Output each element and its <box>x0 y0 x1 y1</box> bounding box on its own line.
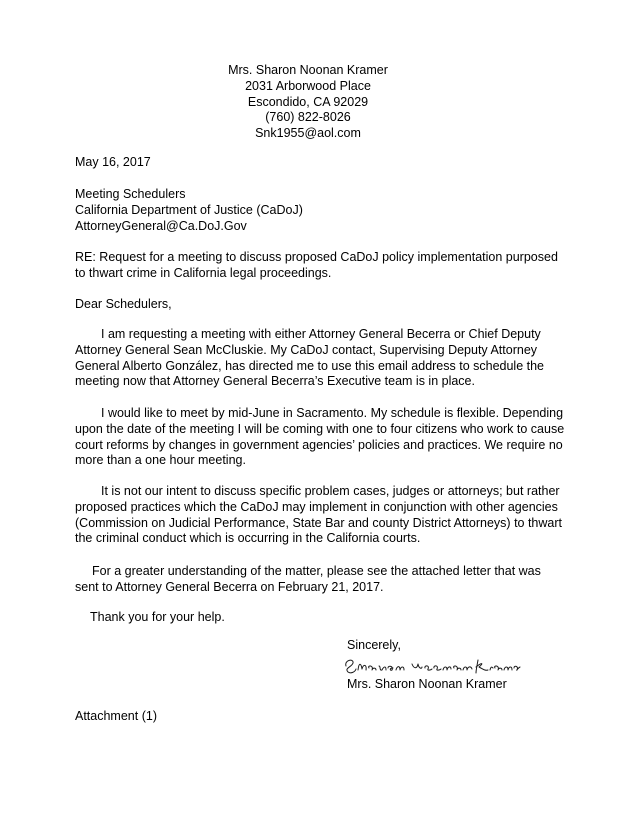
printed-name: Mrs. Sharon Noonan Kramer <box>347 677 507 691</box>
subject-line: RE: Request for a meeting to discuss proposed CaDoJ policy implementation purposed to thwart crime in California legal proceedings. <box>75 250 558 280</box>
letter-date-block <box>75 155 565 171</box>
recipient-line-2: California Department of Justice (CaDoJ) <box>75 202 303 217</box>
sender-email: Snk1955@aol.com <box>255 126 361 141</box>
sender-street: 2031 Arborwood Place <box>245 78 371 93</box>
body-paragraph-3: It is not our intent to discuss specific problem cases, judges or attorneys; but rather proposed practices which the CaDoJ may implement in conjunction with other agencies (Commission on Judicial Performance, State Bar and county District Attorneys) to thwart the criminal conduct which is occurring in the California courts. <box>75 484 562 546</box>
sender-phone: (760) 822-8026 <box>265 110 351 125</box>
body-paragraph-1: I am requesting a meeting with either Attorney General Becerra or Chief Deputy Attorney General Sean McCluskie. My CaDoJ contact, Supervising Deputy Attorney General Alberto González, has directed me to use this email address to schedule the meeting now that Attorney General Becerra’s Executive team is in place. <box>75 327 545 389</box>
salutation-block <box>75 297 565 313</box>
body-paragraph-2: I would like to meet by mid-June in Sacramento. My schedule is flexible. Depending upon the date of the meeting I will be coming with one to four citizens who work to cause court reforms by changes in government agencies’ policies and practices. We require no more than a one hour meeting. <box>75 406 565 468</box>
salutation: Dear Schedulers, <box>75 297 172 311</box>
sender-city: Escondido, CA 92029 <box>247 94 369 109</box>
body-paragraph-4: For a greater understanding of the matter, please see the attached letter that was sent to Attorney General Becerra on February 21, 2017. <box>75 564 541 594</box>
enclosure-block <box>75 709 565 725</box>
letter-date: May 16, 2017 <box>75 155 151 169</box>
body-paragraph-5: Thank you for your help. <box>90 610 225 624</box>
recipient-line-3: AttorneyGeneral@Ca.DoJ.Gov <box>75 218 247 233</box>
recipient-block <box>75 187 565 234</box>
sender-name: Mrs. Sharon Noonan Kramer <box>228 63 388 77</box>
enclosure-note: Attachment (1) <box>75 709 157 723</box>
letterhead <box>0 63 616 142</box>
handwritten-signature <box>342 654 522 678</box>
closing-valediction: Sincerely, <box>347 638 401 652</box>
recipient-line-1: Meeting Schedulers <box>75 187 186 201</box>
